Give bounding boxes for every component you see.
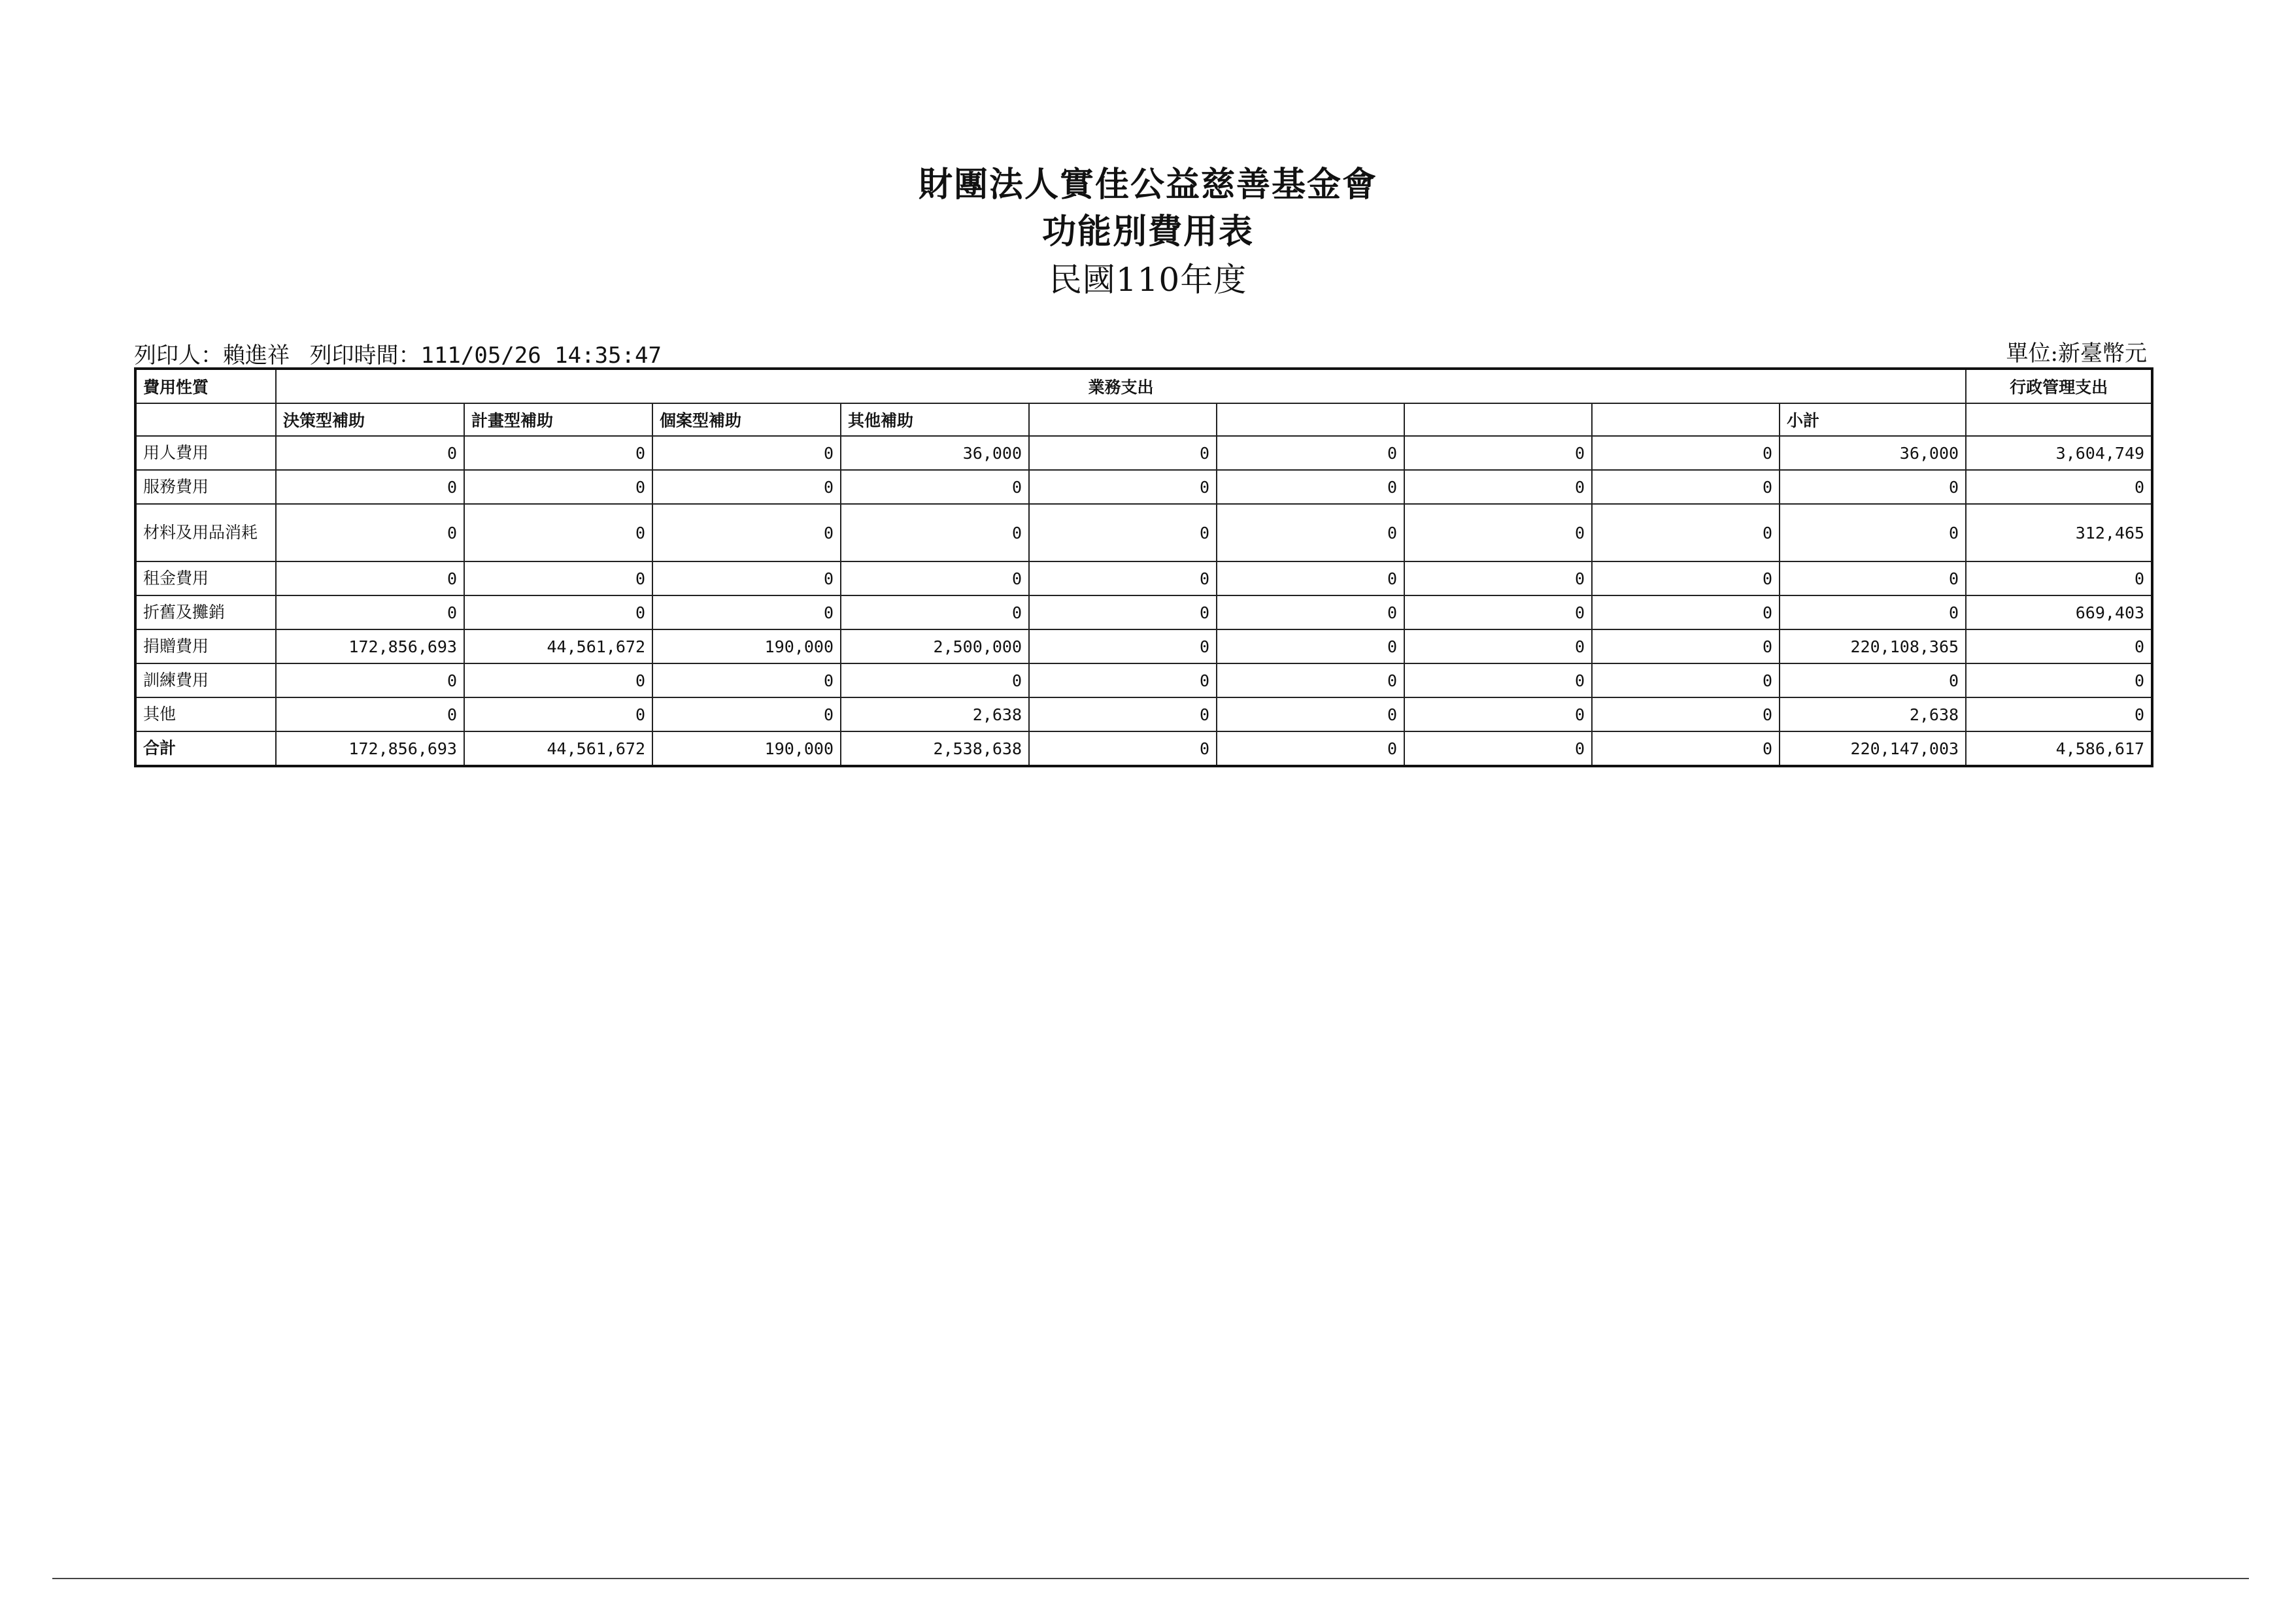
table-cell: 0 [652, 663, 841, 697]
table-cell: 0 [1217, 629, 1404, 663]
table-cell: 0 [1217, 561, 1404, 595]
table-cell: 0 [1780, 504, 1966, 561]
table-cell: 0 [1966, 629, 2152, 663]
table-cell: 0 [464, 595, 652, 629]
table-cell: 0 [1217, 663, 1404, 697]
row-label: 折舊及攤銷 [135, 595, 276, 629]
subheader-other-grant: 其他補助 [841, 403, 1029, 436]
table-cell: 0 [1592, 595, 1780, 629]
table-cell: 0 [1029, 504, 1217, 561]
subheader-empty-5 [1029, 403, 1217, 436]
table-cell: 0 [1780, 561, 1966, 595]
table-cell: 0 [1029, 470, 1217, 504]
table-row [135, 561, 2152, 595]
table-cell: 3,604,749 [1966, 436, 2152, 470]
table-cell: 0 [652, 436, 841, 470]
table-cell: 0 [1966, 561, 2152, 595]
print-time: 列印時間：111/05/26 14:35:47 [309, 343, 662, 369]
row-label: 用人費用 [135, 436, 276, 470]
table-cell: 0 [1966, 697, 2152, 731]
report-year: 民國110年度 [1049, 261, 1247, 299]
table-cell: 0 [652, 697, 841, 731]
subheader-blank [135, 403, 276, 436]
footer-divider [52, 1578, 2249, 1579]
organization-title: 財團法人實佳公益慈善基金會 [918, 165, 1377, 205]
table-cell: 0 [276, 697, 464, 731]
table-cell: 190,000 [652, 629, 841, 663]
table-cell: 4,586,617 [1966, 731, 2152, 766]
subheader-empty-7 [1404, 403, 1592, 436]
table-cell: 0 [1404, 504, 1592, 561]
table-cell: 0 [652, 470, 841, 504]
table-cell: 0 [1592, 561, 1780, 595]
table-header-row [135, 369, 2152, 403]
table-cell: 0 [1404, 731, 1592, 766]
table-cell: 0 [1029, 595, 1217, 629]
table-cell: 0 [464, 697, 652, 731]
table-cell: 36,000 [1780, 436, 1966, 470]
table-row [135, 504, 2152, 561]
table-cell: 0 [276, 470, 464, 504]
row-label: 訓練費用 [135, 663, 276, 697]
expense-nature-header: 費用性質 [135, 369, 276, 403]
table-cell: 220,108,365 [1780, 629, 1966, 663]
table-cell: 0 [652, 561, 841, 595]
admin-expense-header: 行政管理支出 [1966, 369, 2152, 403]
table-cell: 190,000 [652, 731, 841, 766]
subheader-empty-8 [1592, 403, 1780, 436]
subheader-case-grant: 個案型補助 [652, 403, 841, 436]
report-title: 功能別費用表 [1041, 212, 1254, 252]
subheader-empty-6 [1217, 403, 1404, 436]
table-cell: 172,856,693 [276, 629, 464, 663]
table-cell: 0 [841, 504, 1029, 561]
row-label: 服務費用 [135, 470, 276, 504]
table-cell: 0 [1217, 731, 1404, 766]
row-label: 其他 [135, 697, 276, 731]
subheader-admin [1966, 403, 2152, 436]
currency-unit: 單位:新臺幣元 [2006, 341, 2147, 367]
table-cell: 0 [1966, 470, 2152, 504]
table-cell: 0 [1404, 436, 1592, 470]
table-cell: 0 [1780, 595, 1966, 629]
table-cell: 36,000 [841, 436, 1029, 470]
table-cell: 44,561,672 [464, 629, 652, 663]
table-cell: 0 [1029, 629, 1217, 663]
table-cell: 0 [1029, 436, 1217, 470]
table-cell: 0 [1592, 731, 1780, 766]
table-cell: 0 [1029, 731, 1217, 766]
table-subheader-row [135, 403, 2152, 436]
table-cell: 0 [1404, 697, 1592, 731]
table-cell: 0 [1029, 697, 1217, 731]
table-cell: 0 [1217, 470, 1404, 504]
table-cell: 0 [1217, 504, 1404, 561]
table-row [135, 595, 2152, 629]
print-info [134, 337, 668, 369]
table-cell: 0 [1217, 436, 1404, 470]
table-cell: 220,147,003 [1780, 731, 1966, 766]
table-cell: 0 [841, 663, 1029, 697]
table-row [135, 629, 2152, 663]
table-cell: 0 [1966, 663, 2152, 697]
table-cell: 44,561,672 [464, 731, 652, 766]
table-cell: 0 [1780, 470, 1966, 504]
table-cell: 2,638 [841, 697, 1029, 731]
table-cell: 0 [1592, 629, 1780, 663]
table-cell: 0 [464, 470, 652, 504]
table-cell: 0 [1029, 663, 1217, 697]
table-cell: 0 [652, 595, 841, 629]
table-cell: 0 [1404, 561, 1592, 595]
table-cell: 0 [464, 663, 652, 697]
table-cell: 0 [1592, 470, 1780, 504]
table-cell: 172,856,693 [276, 731, 464, 766]
table-cell: 0 [1404, 595, 1592, 629]
table-cell: 0 [276, 561, 464, 595]
table-cell: 0 [1592, 504, 1780, 561]
business-expense-header: 業務支出 [276, 369, 1966, 403]
table-cell: 2,638 [1780, 697, 1966, 731]
table-cell: 0 [1029, 561, 1217, 595]
table-cell: 312,465 [1966, 504, 2152, 561]
table-cell: 0 [1404, 470, 1592, 504]
table-cell: 0 [1217, 595, 1404, 629]
table-cell: 0 [1217, 697, 1404, 731]
table-cell: 669,403 [1966, 595, 2152, 629]
row-label: 租金費用 [135, 561, 276, 595]
row-label: 材料及用品消耗 [135, 504, 276, 561]
table-row [135, 470, 2152, 504]
table-cell: 0 [841, 470, 1029, 504]
printer-name: 列印人：賴進祥 [134, 343, 290, 369]
table-cell: 0 [276, 663, 464, 697]
table-cell: 0 [1592, 436, 1780, 470]
row-label: 合計 [135, 731, 276, 766]
table-cell: 0 [841, 561, 1029, 595]
row-label: 捐贈費用 [135, 629, 276, 663]
table-cell: 0 [1404, 629, 1592, 663]
table-cell: 0 [464, 504, 652, 561]
table-cell: 0 [652, 504, 841, 561]
table-cell: 0 [464, 436, 652, 470]
table-cell: 0 [276, 504, 464, 561]
table-cell: 0 [464, 561, 652, 595]
subheader-subtotal: 小計 [1780, 403, 1966, 436]
total-row [135, 731, 2152, 766]
table-cell: 0 [1592, 697, 1780, 731]
table-cell: 0 [276, 595, 464, 629]
table-cell: 0 [1404, 663, 1592, 697]
subheader-decision-grant: 決策型補助 [276, 403, 464, 436]
subheader-project-grant: 計畫型補助 [464, 403, 652, 436]
table-cell: 2,538,638 [841, 731, 1029, 766]
table-row [135, 436, 2152, 470]
table-cell: 0 [841, 595, 1029, 629]
table-cell: 0 [1780, 663, 1966, 697]
table-row [135, 697, 2152, 731]
functional-expense-table [134, 367, 2153, 767]
table-cell: 0 [276, 436, 464, 470]
table-cell: 0 [1592, 663, 1780, 697]
table-cell: 2,500,000 [841, 629, 1029, 663]
table-row [135, 663, 2152, 697]
